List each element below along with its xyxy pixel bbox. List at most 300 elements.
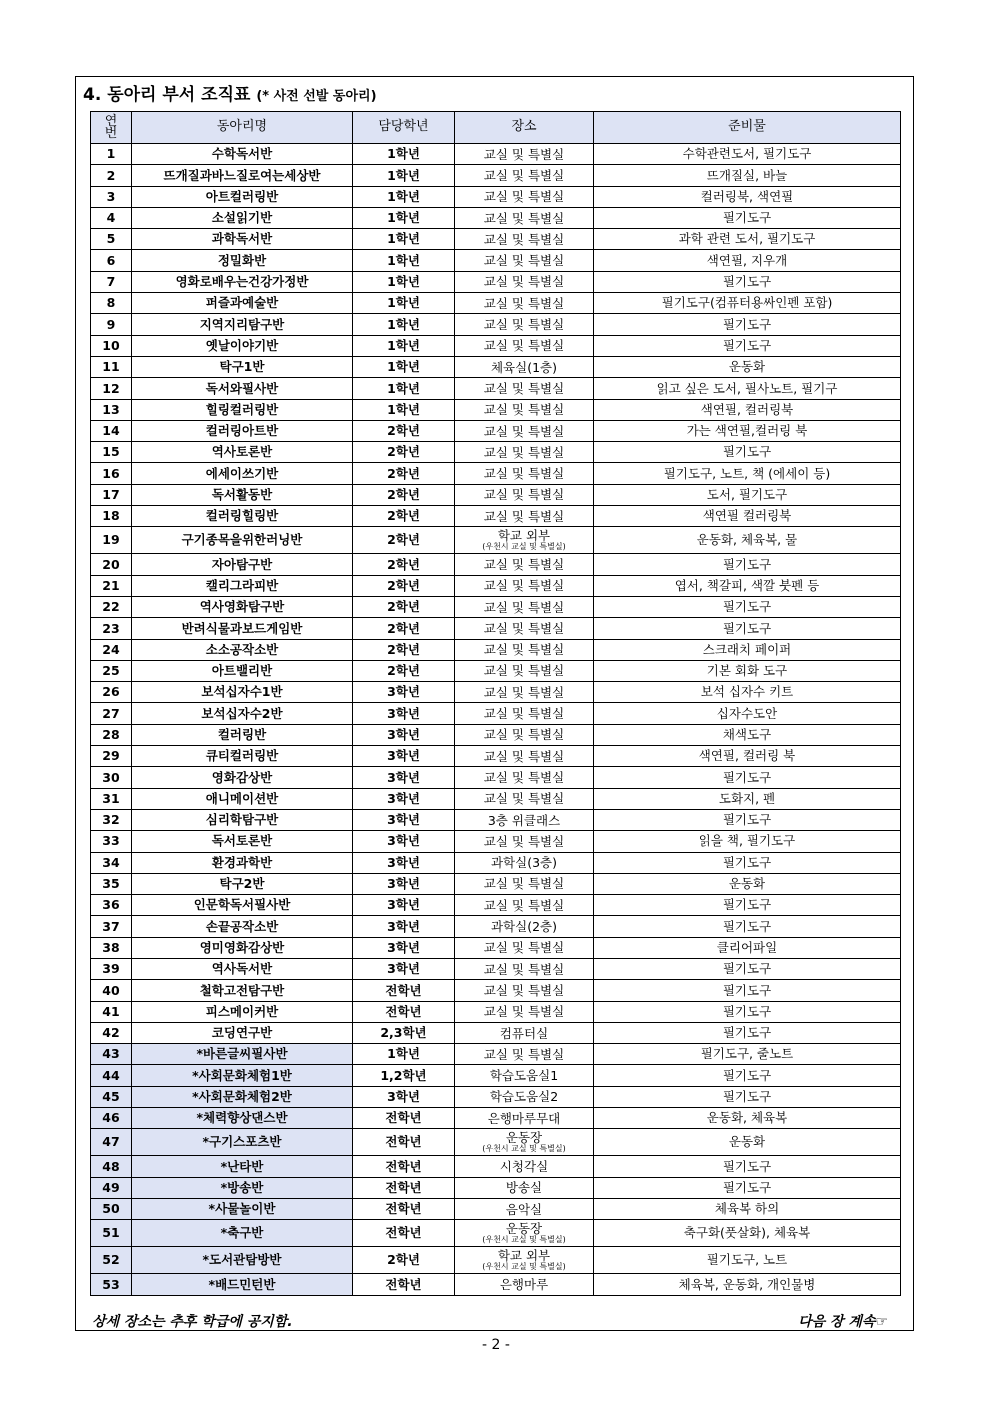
club-grade: 2학년 [353, 463, 455, 484]
row-number: 8 [91, 293, 132, 314]
row-number: 10 [91, 335, 132, 356]
row-number: 18 [91, 506, 132, 527]
club-items: 필기도구 [594, 271, 901, 292]
club-name: 손끝공작소반 [132, 916, 353, 937]
table-row [91, 788, 901, 809]
club-items: 읽고 싶은 도서, 필사노트, 필기구 [594, 378, 901, 399]
club-place [455, 420, 594, 441]
club-place-main: 교실 및 특별실 [483, 876, 565, 892]
table-row [91, 1001, 901, 1022]
club-items: 필기도구 [594, 1177, 901, 1198]
club-name: 아트컬러링반 [132, 186, 353, 207]
club-place-main: 음악실 [505, 1201, 543, 1217]
club-name: 코딩연구반 [132, 1022, 353, 1043]
row-number: 19 [91, 527, 132, 554]
club-items: 보석 십자수 키트 [594, 682, 901, 703]
club-place-main: 교실 및 특별실 [483, 423, 565, 439]
club-items: 축구화(풋살화), 체육복 [594, 1220, 901, 1247]
club-grade: 3학년 [353, 873, 455, 894]
club-grade: 2학년 [353, 639, 455, 660]
club-name: 소소공작소반 [132, 639, 353, 660]
club-place [455, 724, 594, 745]
club-place [455, 746, 594, 767]
club-items: 필기도구 [594, 1156, 901, 1177]
club-grade: 1학년 [353, 144, 455, 165]
club-place [455, 958, 594, 979]
club-grade: 2학년 [353, 506, 455, 527]
table-row [91, 596, 901, 617]
table-row [91, 639, 901, 660]
club-place [455, 527, 594, 554]
club-items: 필기도구 [594, 1065, 901, 1086]
row-number: 28 [91, 724, 132, 745]
club-grade: 전학년 [353, 1108, 455, 1129]
club-grade: 3학년 [353, 682, 455, 703]
table-row [91, 618, 901, 639]
club-place [455, 660, 594, 681]
table-row [91, 1108, 901, 1129]
club-items: 십자수도안 [594, 703, 901, 724]
club-name: 아트밸리반 [132, 660, 353, 681]
club-name: 영미영화감상반 [132, 937, 353, 958]
row-number: 12 [91, 378, 132, 399]
club-grade: 1학년 [353, 271, 455, 292]
row-number: 3 [91, 186, 132, 207]
table-row [91, 831, 901, 852]
row-number: 34 [91, 852, 132, 873]
club-items: 필기도구 [594, 1086, 901, 1107]
club-items: 뜨개질실, 바늘 [594, 165, 901, 186]
club-place-main: 과학실(3층) [490, 855, 557, 871]
club-items: 필기도구 [594, 767, 901, 788]
club-grade: 전학년 [353, 1156, 455, 1177]
row-number: 52 [91, 1247, 132, 1274]
club-name: 구기종목을위한러닝반 [132, 527, 353, 554]
club-name: 보석십자수2반 [132, 703, 353, 724]
table-row [91, 250, 901, 271]
club-items: 엽서, 책갈피, 색깔 붓펜 등 [594, 575, 901, 596]
header-items-label: 준비물 [728, 119, 766, 135]
table-row [91, 1247, 901, 1274]
row-number: 15 [91, 442, 132, 463]
header-club-name [132, 112, 353, 144]
row-number: 6 [91, 250, 132, 271]
club-name: 철학고전탐구반 [132, 980, 353, 1001]
row-number: 23 [91, 618, 132, 639]
club-items: 가는 색연필,컬러링 북 [594, 420, 901, 441]
club-place [455, 852, 594, 873]
club-place-main: 교실 및 특별실 [483, 253, 565, 269]
table-row [91, 335, 901, 356]
row-number: 49 [91, 1177, 132, 1198]
club-place [455, 788, 594, 809]
header-no [91, 112, 132, 144]
row-number: 45 [91, 1086, 132, 1107]
club-place [455, 1247, 594, 1274]
club-place-main: 교실 및 특별실 [483, 380, 565, 396]
club-items: 필기도구 [594, 852, 901, 873]
row-number: 46 [91, 1108, 132, 1129]
club-name: 캘리그라피반 [132, 575, 353, 596]
club-grade: 2학년 [353, 420, 455, 441]
club-name: *바른글씨필사반 [132, 1044, 353, 1065]
club-place [455, 1177, 594, 1198]
club-name: 영화감상반 [132, 767, 353, 788]
table-row [91, 271, 901, 292]
row-number: 7 [91, 271, 132, 292]
club-place-main: 교실 및 특별실 [483, 556, 565, 572]
club-place [455, 767, 594, 788]
club-place-main: 컴퓨터실 [499, 1025, 549, 1041]
table-row [91, 703, 901, 724]
club-place-main: 과학실(2층) [490, 919, 557, 935]
club-grade: 전학년 [353, 1177, 455, 1198]
club-place [455, 1156, 594, 1177]
club-items: 필기도구, 노트, 책 (에세이 등) [594, 463, 901, 484]
club-place [455, 1022, 594, 1043]
club-place-main: 교실 및 특별실 [483, 897, 565, 913]
club-name: 반려식물과보드게임반 [132, 618, 353, 639]
table-row [91, 442, 901, 463]
club-grade: 1학년 [353, 378, 455, 399]
table-row [91, 575, 901, 596]
club-items: 기본 회화 도구 [594, 660, 901, 681]
club-grade: 3학년 [353, 916, 455, 937]
club-name: 컬러링반 [132, 724, 353, 745]
club-items: 도서, 필기도구 [594, 484, 901, 505]
footer-continue: 다음 장 계속☞ [798, 1314, 888, 1330]
club-grade: 3학년 [353, 788, 455, 809]
table-row [91, 895, 901, 916]
club-grade: 1학년 [353, 229, 455, 250]
club-place-main: 교실 및 특별실 [483, 317, 565, 333]
club-items: 필기도구(컴퓨터용싸인펜 포함) [594, 293, 901, 314]
club-items: 필기도구 [594, 554, 901, 575]
row-number: 31 [91, 788, 132, 809]
row-number: 1 [91, 144, 132, 165]
club-grade: 3학년 [353, 1086, 455, 1107]
club-name: 과학독서반 [132, 229, 353, 250]
club-items: 색연필, 컬러링북 [594, 399, 901, 420]
club-grade: 1학년 [353, 1044, 455, 1065]
page-number: - 2 - [482, 1337, 510, 1353]
club-grade: 1학년 [353, 335, 455, 356]
club-place [455, 873, 594, 894]
club-items: 운동화 [594, 356, 901, 377]
row-number: 47 [91, 1129, 132, 1156]
club-place [455, 682, 594, 703]
table-row [91, 660, 901, 681]
club-place-main: 교실 및 특별실 [483, 167, 565, 183]
club-items: 색연필, 컬러링 북 [594, 746, 901, 767]
club-name: *사회문화체험2반 [132, 1086, 353, 1107]
club-place-main: 교실 및 특별실 [483, 642, 565, 658]
club-place-main: 교실 및 특별실 [483, 444, 565, 460]
club-place [455, 165, 594, 186]
row-number: 36 [91, 895, 132, 916]
club-grade: 3학년 [353, 703, 455, 724]
club-place-main: 교실 및 특별실 [483, 727, 565, 743]
club-grade: 전학년 [353, 1198, 455, 1219]
club-place [455, 186, 594, 207]
table-row [91, 506, 901, 527]
table-header-row [91, 112, 901, 144]
table-row [91, 1086, 901, 1107]
row-number: 33 [91, 831, 132, 852]
club-items: 필기도구 [594, 1001, 901, 1022]
table-row [91, 980, 901, 1001]
club-name: *사회문화체험1반 [132, 1065, 353, 1086]
table-row [91, 1198, 901, 1219]
header-grade-label: 담당학년 [378, 119, 429, 135]
club-place-main: 교실 및 특별실 [483, 1004, 565, 1020]
footer-note: 상세 장소는 추후 학급에 공지함. [92, 1314, 293, 1330]
table-row [91, 1177, 901, 1198]
club-place [455, 1220, 594, 1247]
header-grade [353, 112, 455, 144]
row-number: 16 [91, 463, 132, 484]
club-items: 체육복 하의 [594, 1198, 901, 1219]
club-grade: 3학년 [353, 937, 455, 958]
club-items: 운동화 [594, 873, 901, 894]
club-place-main: 교실 및 특별실 [483, 663, 565, 679]
club-place [455, 399, 594, 420]
club-place [455, 207, 594, 228]
club-items: 체육복, 운동화, 개인물병 [594, 1274, 901, 1295]
club-items: 읽을 책, 필기도구 [594, 831, 901, 852]
table-row [91, 1129, 901, 1156]
table-row [91, 463, 901, 484]
club-grade: 2학년 [353, 442, 455, 463]
club-grade: 2학년 [353, 527, 455, 554]
row-number: 22 [91, 596, 132, 617]
club-place [455, 937, 594, 958]
table-row [91, 746, 901, 767]
club-place [455, 229, 594, 250]
club-name: 보석십자수1반 [132, 682, 353, 703]
club-name: 에세이쓰기반 [132, 463, 353, 484]
club-items: 필기도구 [594, 442, 901, 463]
row-number: 11 [91, 356, 132, 377]
table-row [91, 554, 901, 575]
club-place [455, 293, 594, 314]
row-number: 27 [91, 703, 132, 724]
club-place [455, 1065, 594, 1086]
club-place-main: 교실 및 특별실 [483, 189, 565, 205]
club-place-main: 교실 및 특별실 [483, 231, 565, 247]
club-name: *사물놀이반 [132, 1198, 353, 1219]
club-place-main: 교실 및 특별실 [483, 833, 565, 849]
club-items: 필기도구 [594, 207, 901, 228]
table-row [91, 186, 901, 207]
club-name: 컬러링아트반 [132, 420, 353, 441]
club-grade: 전학년 [353, 1220, 455, 1247]
club-place-main: 교실 및 특별실 [483, 961, 565, 977]
row-number: 24 [91, 639, 132, 660]
club-grade: 1학년 [353, 250, 455, 271]
club-grade: 전학년 [353, 1129, 455, 1156]
club-place-main: 교실 및 특별실 [483, 620, 565, 636]
section-note: (* 사전 선발 동아리) [256, 89, 377, 104]
club-grade: 2,3학년 [353, 1022, 455, 1043]
club-items: 채색도구 [594, 724, 901, 745]
table-row [91, 873, 901, 894]
club-place [455, 895, 594, 916]
club-place-main: 교실 및 특별실 [483, 791, 565, 807]
table-row [91, 1044, 901, 1065]
club-name: 탁구2반 [132, 873, 353, 894]
club-name: 인문학독서필사반 [132, 895, 353, 916]
club-name: 힐링컬러링반 [132, 399, 353, 420]
club-place-main: 교실 및 특별실 [483, 274, 565, 290]
club-name: *구기스포츠반 [132, 1129, 353, 1156]
table-row [91, 356, 901, 377]
table-row [91, 682, 901, 703]
club-grade: 3학년 [353, 958, 455, 979]
club-items: 수학관련도서, 필기도구 [594, 144, 901, 165]
club-place [455, 1001, 594, 1022]
club-place-rain-note: (우천시 교실 및 특별실) [482, 1262, 566, 1272]
row-number: 4 [91, 207, 132, 228]
club-items: 필기도구 [594, 335, 901, 356]
table-row [91, 1022, 901, 1043]
club-place-main: 교실 및 특별실 [483, 508, 565, 524]
club-items: 필기도구, 노트 [594, 1247, 901, 1274]
club-place-main: 교실 및 특별실 [483, 146, 565, 162]
club-items: 필기도구, 줄노트 [594, 1044, 901, 1065]
club-grade: 2학년 [353, 596, 455, 617]
club-place-main: 은행마루 [499, 1276, 549, 1292]
row-number: 17 [91, 484, 132, 505]
club-place [455, 575, 594, 596]
club-place-main: 교실 및 특별실 [483, 487, 565, 503]
club-place [455, 1044, 594, 1065]
club-name: 뜨개질과바느질로여는세상반 [132, 165, 353, 186]
club-place [455, 916, 594, 937]
club-grade: 전학년 [353, 980, 455, 1001]
club-grade: 3학년 [353, 895, 455, 916]
club-place-main: 교실 및 특별실 [483, 748, 565, 764]
club-grade: 1학년 [353, 186, 455, 207]
row-number: 37 [91, 916, 132, 937]
row-number: 42 [91, 1022, 132, 1043]
club-place [455, 314, 594, 335]
club-place [455, 463, 594, 484]
club-name: *축구반 [132, 1220, 353, 1247]
club-place-main: 교실 및 특별실 [483, 210, 565, 226]
row-number: 13 [91, 399, 132, 420]
club-name: 역사토론반 [132, 442, 353, 463]
table-row [91, 852, 901, 873]
club-place-main: 시청각실 [499, 1159, 549, 1174]
row-number: 40 [91, 980, 132, 1001]
table-row [91, 399, 901, 420]
club-name: 독서활동반 [132, 484, 353, 505]
club-name: 컬러링힐링반 [132, 506, 353, 527]
club-grade: 1학년 [353, 314, 455, 335]
table-row [91, 293, 901, 314]
club-name: *체력향상댄스반 [132, 1108, 353, 1129]
club-items: 필기도구 [594, 596, 901, 617]
club-name: *방송반 [132, 1177, 353, 1198]
club-items: 필기도구 [594, 618, 901, 639]
club-place [455, 596, 594, 617]
club-place-main: 교실 및 특별실 [483, 338, 565, 354]
club-name: 독서토론반 [132, 831, 353, 852]
club-place [455, 618, 594, 639]
club-place-main: 교실 및 특별실 [483, 466, 565, 482]
table-row [91, 937, 901, 958]
club-items: 도화지, 펜 [594, 788, 901, 809]
table-row [91, 767, 901, 788]
table-row [91, 314, 901, 335]
section-title [83, 80, 377, 105]
club-place-main: 학교 외부 [497, 1248, 551, 1264]
club-items: 컬러링북, 색연필 [594, 186, 901, 207]
club-place-main: 교실 및 특별실 [483, 295, 565, 311]
club-items: 과학 관련 도서, 필기도구 [594, 229, 901, 250]
club-name: 심리학탐구반 [132, 809, 353, 830]
club-grade: 3학년 [353, 831, 455, 852]
club-place [455, 378, 594, 399]
club-place-main: 학습도움실2 [489, 1089, 559, 1105]
club-place-main: 교실 및 특별실 [483, 706, 565, 722]
row-number: 53 [91, 1274, 132, 1295]
row-number: 32 [91, 809, 132, 830]
row-number: 39 [91, 958, 132, 979]
club-place [455, 335, 594, 356]
club-grade: 3학년 [353, 809, 455, 830]
club-grade: 1,2학년 [353, 1065, 455, 1086]
club-grade: 2학년 [353, 575, 455, 596]
club-name: 피스메이커반 [132, 1001, 353, 1022]
row-number: 43 [91, 1044, 132, 1065]
table-row [91, 1220, 901, 1247]
club-grade: 1학년 [353, 293, 455, 314]
club-grade: 2학년 [353, 1247, 455, 1274]
club-place-rain-note: (우천시 교실 및 특별실) [482, 1235, 566, 1245]
club-place-main: 학교 외부 [497, 528, 551, 544]
club-place-main: 학습도움실1 [489, 1068, 559, 1084]
club-place-main: 3층 위클래스 [487, 812, 561, 828]
row-number: 9 [91, 314, 132, 335]
club-place-main: 교실 및 특별실 [483, 599, 565, 615]
club-grade: 3학년 [353, 852, 455, 873]
club-table [90, 111, 901, 1296]
club-items: 클리어파일 [594, 937, 901, 958]
club-place-main: 운동장 [505, 1221, 543, 1237]
club-items: 운동화 [594, 1129, 901, 1156]
table-row [91, 420, 901, 441]
row-number: 51 [91, 1220, 132, 1247]
club-grade: 1학년 [353, 165, 455, 186]
section-title-text: 4. 동아리 부서 조직표 [83, 85, 251, 105]
row-number: 35 [91, 873, 132, 894]
club-grade: 3학년 [353, 746, 455, 767]
club-items: 색연필, 지우개 [594, 250, 901, 271]
club-name: 정밀화반 [132, 250, 353, 271]
club-grade: 1학년 [353, 356, 455, 377]
club-name: 애니메이션반 [132, 788, 353, 809]
club-grade: 전학년 [353, 1274, 455, 1295]
club-place [455, 1129, 594, 1156]
club-grade: 2학년 [353, 554, 455, 575]
table-row [91, 229, 901, 250]
club-items: 필기도구 [594, 895, 901, 916]
club-items: 필기도구 [594, 314, 901, 335]
club-place [455, 1086, 594, 1107]
club-place-main: 교실 및 특별실 [483, 1046, 565, 1062]
